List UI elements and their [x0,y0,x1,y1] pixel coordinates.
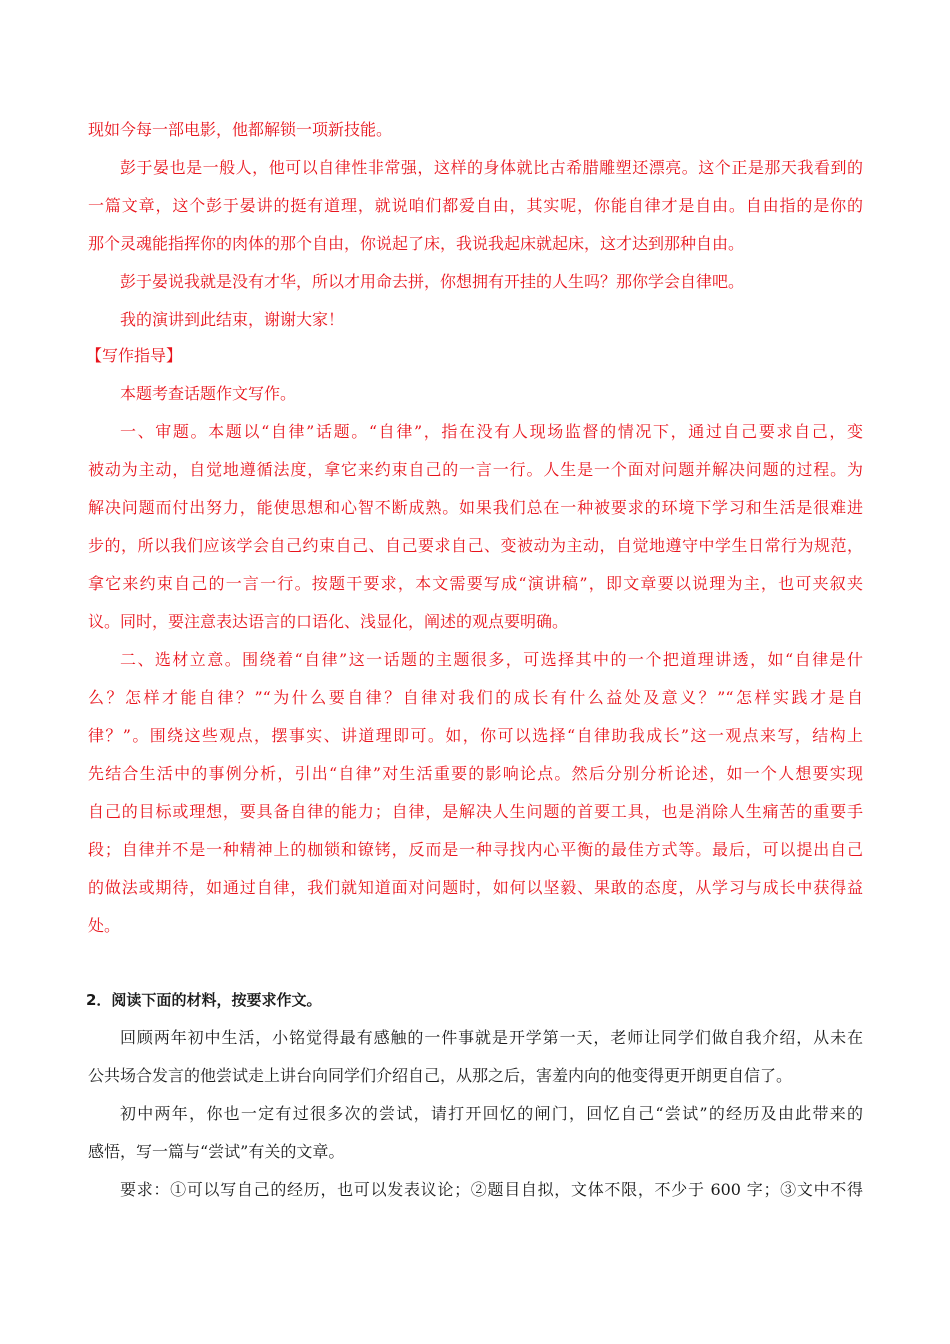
guidance-line: 么？怎样才能自律？”“为什么要自律？自律对我们的成长有什么益处及意义？”“怎样实践才是自 [88,688,863,707]
answer-line: 我的演讲到此结束，谢谢大家！ [120,310,345,329]
guidance-line: 律？”。围绕这些观点，摆事实、讲道理即可。如，你可以选择“自律助我成长”这一观点来写，结构上 [88,726,863,745]
guidance-line: 拿它来约束自己的一言一行。按题干要求，本文需要写成“演讲稿”，即文章要以说理为主，也可夹叙夹 [88,574,863,593]
answer-line: 彭于晏说我就是没有才华，所以才用命去拼，你想拥有开挂的人生吗？那你学会自律吧。 [120,272,745,291]
answer-line: 现如今每一部电影，他都解锁一项新技能。 [88,120,393,139]
question-line: 感悟，写一篇与“尝试”有关的文章。 [88,1142,345,1161]
guidance-line: 先结合生活中的事例分析，引出“自律”对生活重要的影响论点。然后分别分析论述，如一个人想要实现 [88,764,863,783]
guidance-line: 议。同时，要注意表达语言的口语化、浅显化，阐述的观点要明确。 [88,612,569,631]
question-2-title: 2．阅读下面的材料，按要求作文。 [86,991,322,1009]
guidance-line: 一、审题。本题以“自律”话题。“自律”，指在没有人现场监督的情况下，通过自己要求自己，变 [120,422,863,441]
guidance-line: 被动为主动，自觉地遵循法度，拿它来约束自己的一言一行。人生是一个面对问题并解决问题的过程。为 [88,460,863,479]
answer-line: 一篇文章，这个彭于晏讲的挺有道理，就说咱们都爱自由，其实呢，你能自律才是自由。自由指的是你的 [88,196,863,215]
guidance-line: 自己的目标或理想，要具备自律的能力；自律，是解决人生问题的首要工具，也是消除人生痛苦的重要手 [88,802,863,821]
guidance-line: 段；自律并不是一种精神上的枷锁和镣铐，反而是一种寻找内心平衡的最佳方式等。最后，可以提出自己 [88,840,863,859]
question-line: 回顾两年初中生活，小铭觉得最有感触的一件事就是开学第一天，老师让同学们做自我介绍，从未在 [120,1028,863,1047]
question-line: 要求：①可以写自己的经历，也可以发表议论；②题目自拟，文体不限，不少于 600 字；③文中不得 [120,1180,863,1199]
guidance-line: 二、选材立意。围绕着“自律”这一话题的主题很多，可选择其中的一个把道理讲透，如“自律是什 [120,650,863,669]
question-line: 初中两年，你也一定有过很多次的尝试，请打开回忆的闸门，回忆自己“尝试”的经历及由此带来的 [120,1104,863,1123]
question-line: 公共场合发言的他尝试走上讲台向同学们介绍自己，从那之后，害羞内向的他变得更开朗更自信了。 [88,1066,793,1085]
guidance-line: 解决问题而付出努力，能使思想和心智不断成熟。如果我们总在一种被要求的环境下学习和生活是很难进 [88,498,863,517]
answer-line: 那个灵魂能指挥你的肉体的那个自由，你说起了床，我说我起床就起床，这才达到那种自由。 [88,234,745,253]
guidance-line: 的做法或期待，如通过自律，我们就知道面对问题时，如何以坚毅、果敢的态度，从学习与成长中获得益 [88,878,863,897]
guidance-heading: 【写作指导】 [86,346,183,365]
guidance-line: 步的，所以我们应该学会自己约束自己、自己要求自己、变被动为主动，自觉地遵守中学生日常行为规范， [88,536,863,555]
answer-line: 彭于晏也是一般人，他可以自律性非常强，这样的身体就比古希腊雕塑还漂亮。这个正是那天我看到的 [120,158,863,177]
guidance-line: 处。 [88,916,121,935]
guidance-line: 本题考查话题作文写作。 [120,384,297,403]
